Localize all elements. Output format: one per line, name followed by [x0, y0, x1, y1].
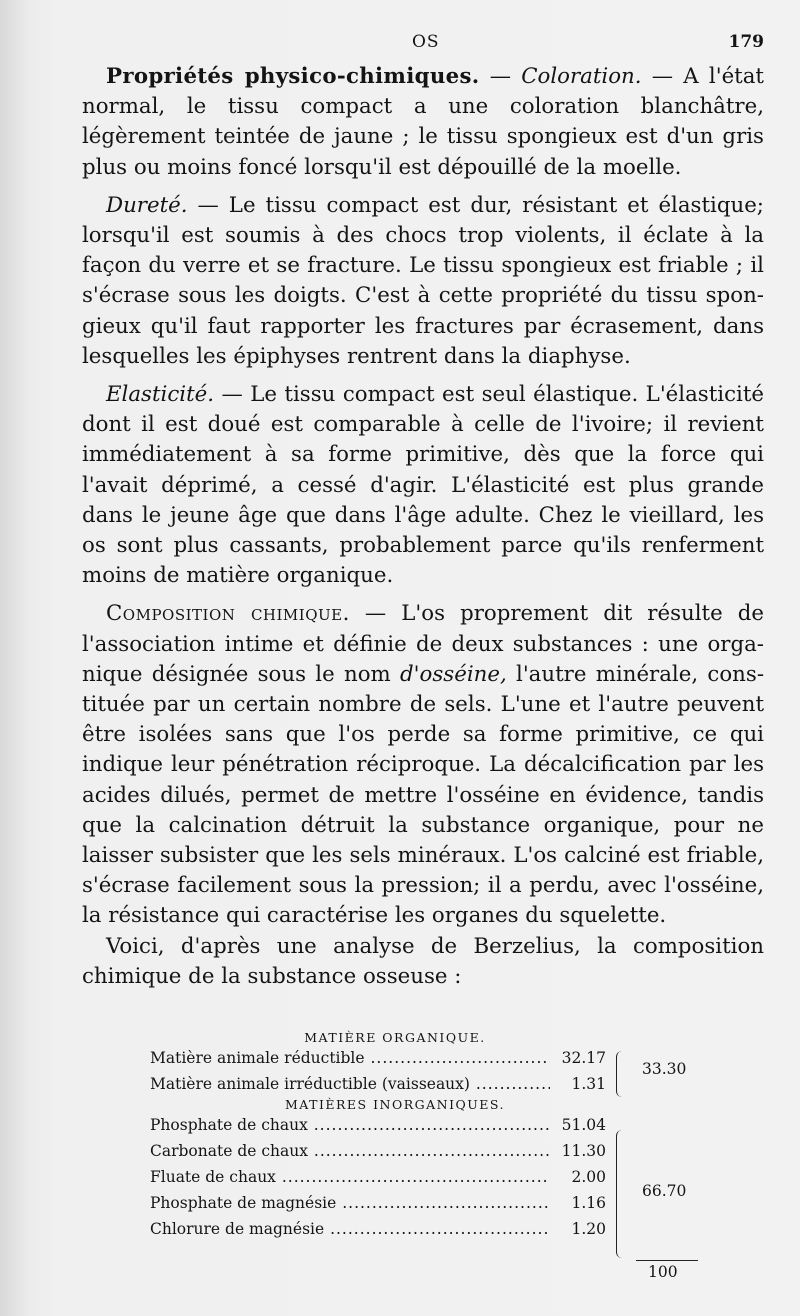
row-label: Phosphate de chaux .....: [150, 1112, 550, 1138]
composition-text-before: — L'os proprement dit résulte de l'association intime et définie de deux substances : une organique désignée sous le nom: [82, 601, 764, 687]
row-value: 1.16: [571, 1194, 606, 1212]
paragraph-berzelius: [82, 932, 764, 992]
running-head: OS: [412, 32, 440, 52]
berzelius-text: Voici, d'après une analyse de Berzelius, la composition chimique de la substance osseuse :: [82, 933, 764, 989]
elasticite-text: — Le tissu compact est seul élastique. L'élasticité dont il est doué est comparable à celle de l'ivoire; il revient immédiatement à sa forme primitive, dès que la force qui l'avait déprimé, a cessé d'agir. L'élasticité est plus grande dans le jeune âge que dans l'âge adulte. Chez le vieillard, les os sont plus cassants, probablement parce qu'ils renferment moins de matière organique.: [82, 382, 764, 589]
body-text: [82, 62, 764, 992]
row-value: 32.17: [561, 1049, 606, 1067]
section-title-organic: MATIÈRE ORGANIQUE.: [304, 1030, 486, 1045]
composition-text-after: l'autre minérale, constituée par un certain nombre de sels. L'une et l'autre peuvent être isolées sans que l'os perde sa forme primitive, ce qui indique leur pénétration réciproque. La décalcification par les acides dilués, permet de mettre l'osséine en évidence, tandis que la calcination détruit la substance organique, pour ne laisser subsister que les sels minéraux. L'os calciné est friable, s'écrase facilement sous la pression; il a perdu, avec l'osséine, la résistance qui caractérise les organes du squelette.: [82, 661, 765, 929]
brace-organic: [616, 1051, 627, 1097]
subheading-durete: Dureté.: [106, 192, 188, 218]
row-label: Fluate de chaux .....: [150, 1164, 550, 1190]
page-header: [0, 32, 800, 56]
term-osseine: d'osséine,: [400, 661, 507, 687]
row-value: 1.31: [571, 1075, 606, 1093]
row-value: 51.04: [561, 1116, 606, 1134]
sum-inorganic: 66.70: [642, 1182, 687, 1200]
page-number: 179: [728, 32, 764, 52]
subheading-coloration: Coloration.: [521, 64, 642, 89]
paragraph-durete: [82, 191, 764, 372]
row-value: 11.30: [561, 1142, 606, 1160]
row-label: Carbonate de chaux .....: [150, 1138, 550, 1164]
composition-table: [150, 1030, 710, 1281]
row-value: 1.20: [571, 1220, 606, 1238]
subheading-elasticite: Elasticité.: [106, 382, 215, 408]
paragraph-composition: [82, 599, 764, 931]
paragraph-elasticite: [82, 380, 764, 591]
row-value: 2.00: [571, 1168, 606, 1186]
section-title-inorganic: MATIÈRES INORGANIQUES.: [284, 1097, 506, 1112]
coloration-text: — A l'état normal, le tissu compact a une coloration blanchâtre, légèrement teintée de jaune ; le tissu spongieux est d'un gris plus ou moins foncé lorsqu'il est dépouillé de la moelle.: [82, 64, 764, 180]
section-heading-physico-chemical: Propriétés physico-chimiques.: [106, 64, 480, 89]
row-label: Chlorure de magnésie .....: [150, 1216, 550, 1242]
grand-total: 100: [648, 1263, 678, 1281]
paragraph-coloration: [82, 62, 764, 183]
row-label: Matière animale irréductible (vaisseaux) .....: [150, 1071, 550, 1097]
durete-text: — Le tissu compact est dur, résistant et élastique; lorsqu'il est soumis à des chocs trop violents, il éclate à la façon du verre et se fracture. Le tissu spongieux est friable ; il s'écrase sous les doigts. C'est à cette propriété du tissu spongieux qu'il faut rapporter les fractures par écrasement, dans lesquelles les épiphyses rentrent dans la diaphyse.: [82, 192, 764, 369]
row-label: Phosphate de magnésie .....: [150, 1190, 550, 1216]
total-rule: [636, 1260, 698, 1261]
sum-organic: 33.30: [642, 1060, 687, 1078]
row-label: Matière animale réductible .....: [150, 1045, 550, 1071]
heading-separator: —: [479, 64, 522, 89]
section-heading-composition: Composition chimique.: [106, 601, 350, 627]
brace-inorganic: [616, 1130, 627, 1258]
